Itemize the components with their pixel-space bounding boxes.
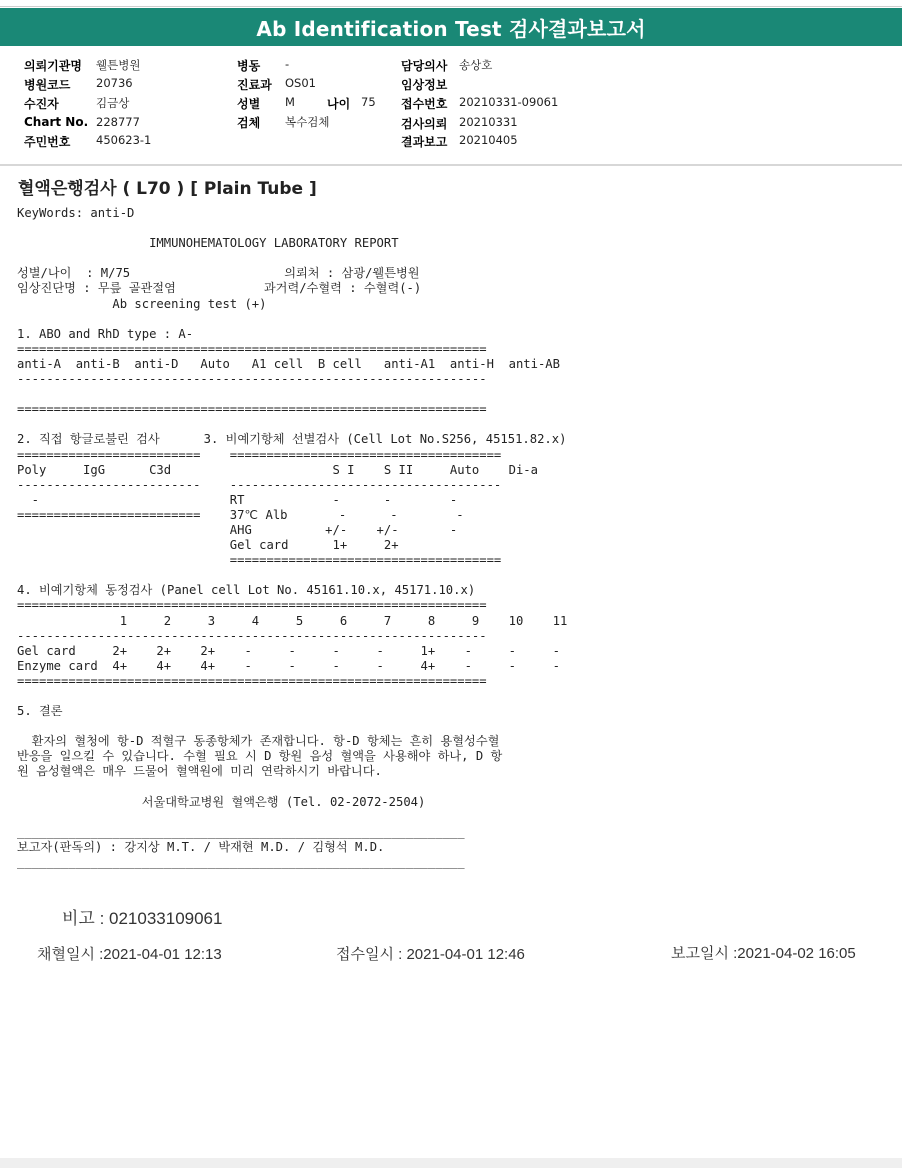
reported-datetime: 보고일시 :2021-04-02 16:05	[671, 945, 856, 962]
report-line: 반응을 일으킬 수 있습니다. 수혈 필요 시 D 항원 음성 혈액을 사용해야 하나, D 항	[17, 749, 503, 764]
remark-text: 비고 : 021033109061	[62, 909, 223, 928]
report-line: 5. 결론	[17, 704, 63, 719]
report-line: ========================= 37℃ Alb - - -	[17, 507, 464, 522]
chart-no-label: Chart No.	[24, 115, 89, 129]
report-line: 1 2 3 4 5 6 7 8 9 10 11	[17, 613, 568, 628]
received-datetime: 접수일시 : 2021-04-01 12:46	[336, 946, 525, 963]
report-line: - RT - - -	[17, 492, 458, 507]
top-rule	[0, 6, 902, 7]
request-date-value: 20210331	[459, 115, 518, 129]
collection-datetime: 채혈일시 :2021-04-01 12:13	[37, 946, 222, 963]
ward-value: -	[285, 57, 290, 71]
report-line: ----------------------------------------------------------------	[17, 372, 487, 387]
specimen-label: 검체	[237, 116, 261, 130]
age-label: 나이	[327, 97, 351, 111]
accession-no-label: 접수번호	[401, 97, 448, 111]
hospital-name-label: 의뢰기관명	[24, 59, 82, 73]
header-divider	[0, 164, 902, 166]
accession-no-value: 20210331-09061	[459, 95, 559, 109]
doctor-value: 송상호	[459, 58, 493, 72]
report-line: 임상진단명 : 무릎 골관절염 과거력/수혈력 : 수혈력(-)	[17, 281, 422, 296]
hospital-name-value: 웰튼병원	[96, 58, 141, 72]
report-line: KeyWords: anti-D	[17, 206, 135, 220]
lab-report-body	[17, 206, 567, 870]
hospital-code-label: 병원코드	[24, 78, 71, 92]
report-line: ================================================================	[17, 598, 487, 613]
ward-label: 병동	[237, 59, 261, 73]
clinical-info-label: 임상정보	[401, 78, 448, 92]
report-title: Ab Identification Test 검사결과보고서	[256, 16, 646, 41]
patient-value: 김금상	[96, 96, 130, 110]
report-line: ========================= =====================================	[17, 447, 502, 462]
report-title-banner	[0, 8, 902, 46]
department-label: 진료과	[237, 78, 272, 92]
patient-label: 수진자	[24, 97, 59, 111]
report-line: _____________________________________________________________	[17, 855, 465, 870]
request-date-label: 검사의뢰	[401, 117, 448, 131]
report-line: ================================================================	[17, 673, 487, 688]
specimen-value: 복수검체	[285, 115, 330, 129]
patient-info-header	[0, 48, 902, 160]
report-date-value: 20210405	[459, 133, 518, 147]
age-value: 75	[361, 95, 376, 109]
section-title: 혈액은행검사 ( L70 ) [ Plain Tube ]	[18, 179, 317, 199]
report-line: IMMUNOHEMATOLOGY LABORATORY REPORT	[17, 236, 399, 251]
bottom-bar	[0, 1158, 902, 1168]
report-line: ------------------------- -------------------------------------	[17, 477, 502, 492]
report-line: 4. 비예기항체 동정검사 (Panel cell Lot No. 45161.10.x, 45171.10.x)	[17, 583, 476, 598]
sex-label: 성별	[237, 97, 261, 111]
sex-value: M	[285, 95, 295, 109]
department-value: OS01	[285, 76, 316, 90]
report-line: ================================================================	[17, 402, 487, 417]
report-line: Poly IgG C3d S I S II Auto Di-a	[17, 462, 538, 477]
report-line: ----------------------------------------------------------------	[17, 628, 487, 643]
report-line: anti-A anti-B anti-D Auto A1 cell B cell anti-A1 anti-H anti-AB	[17, 356, 560, 371]
report-line: 1. ABO and RhD type : A-	[17, 326, 194, 341]
doctor-label: 담당의사	[401, 59, 448, 73]
chart-no-value: 228777	[96, 115, 140, 129]
resident-no-label: 주민번호	[24, 135, 71, 149]
report-date-label: 결과보고	[401, 135, 448, 149]
hospital-code-value: 20736	[96, 76, 133, 90]
report-line: 보고자(판독의) : 강지상 M.T. / 박재현 M.D. / 김형석 M.D.	[17, 839, 385, 854]
report-line: 환자의 혈청에 항-D 적혈구 동종항체가 존재합니다. 항-D 항체는 흔히 용혈성수혈	[17, 734, 500, 749]
report-line: =====================================	[17, 553, 502, 568]
report-line: _____________________________________________________________	[17, 824, 465, 839]
report-line: ================================================================	[17, 341, 487, 356]
resident-no-value: 450623-1	[96, 133, 152, 147]
report-line: Gel card 2+ 2+ 2+ - - - - 1+ - - -	[17, 643, 560, 658]
report-line: AHG +/- +/- -	[17, 522, 458, 537]
report-line: 2. 직접 항글로불린 검사 3. 비예기항체 선별검사 (Cell Lot No.S256, 45151.82.x)	[17, 432, 567, 447]
report-line: 원 음성혈액은 매우 드물어 혈액원에 미리 연락하시기 바랍니다.	[17, 764, 382, 779]
report-line: Ab screening test (+)	[17, 296, 267, 311]
report-line: Enzyme card 4+ 4+ 4+ - - - - 4+ - - -	[17, 658, 560, 673]
report-line: 성별/나이 : M/75 의뢰처 : 삼광/웰튼병원	[17, 266, 420, 281]
report-line: Gel card 1+ 2+	[17, 538, 399, 553]
report-line: 서울대학교병원 혈액은행 (Tel. 02-2072-2504)	[17, 794, 426, 809]
